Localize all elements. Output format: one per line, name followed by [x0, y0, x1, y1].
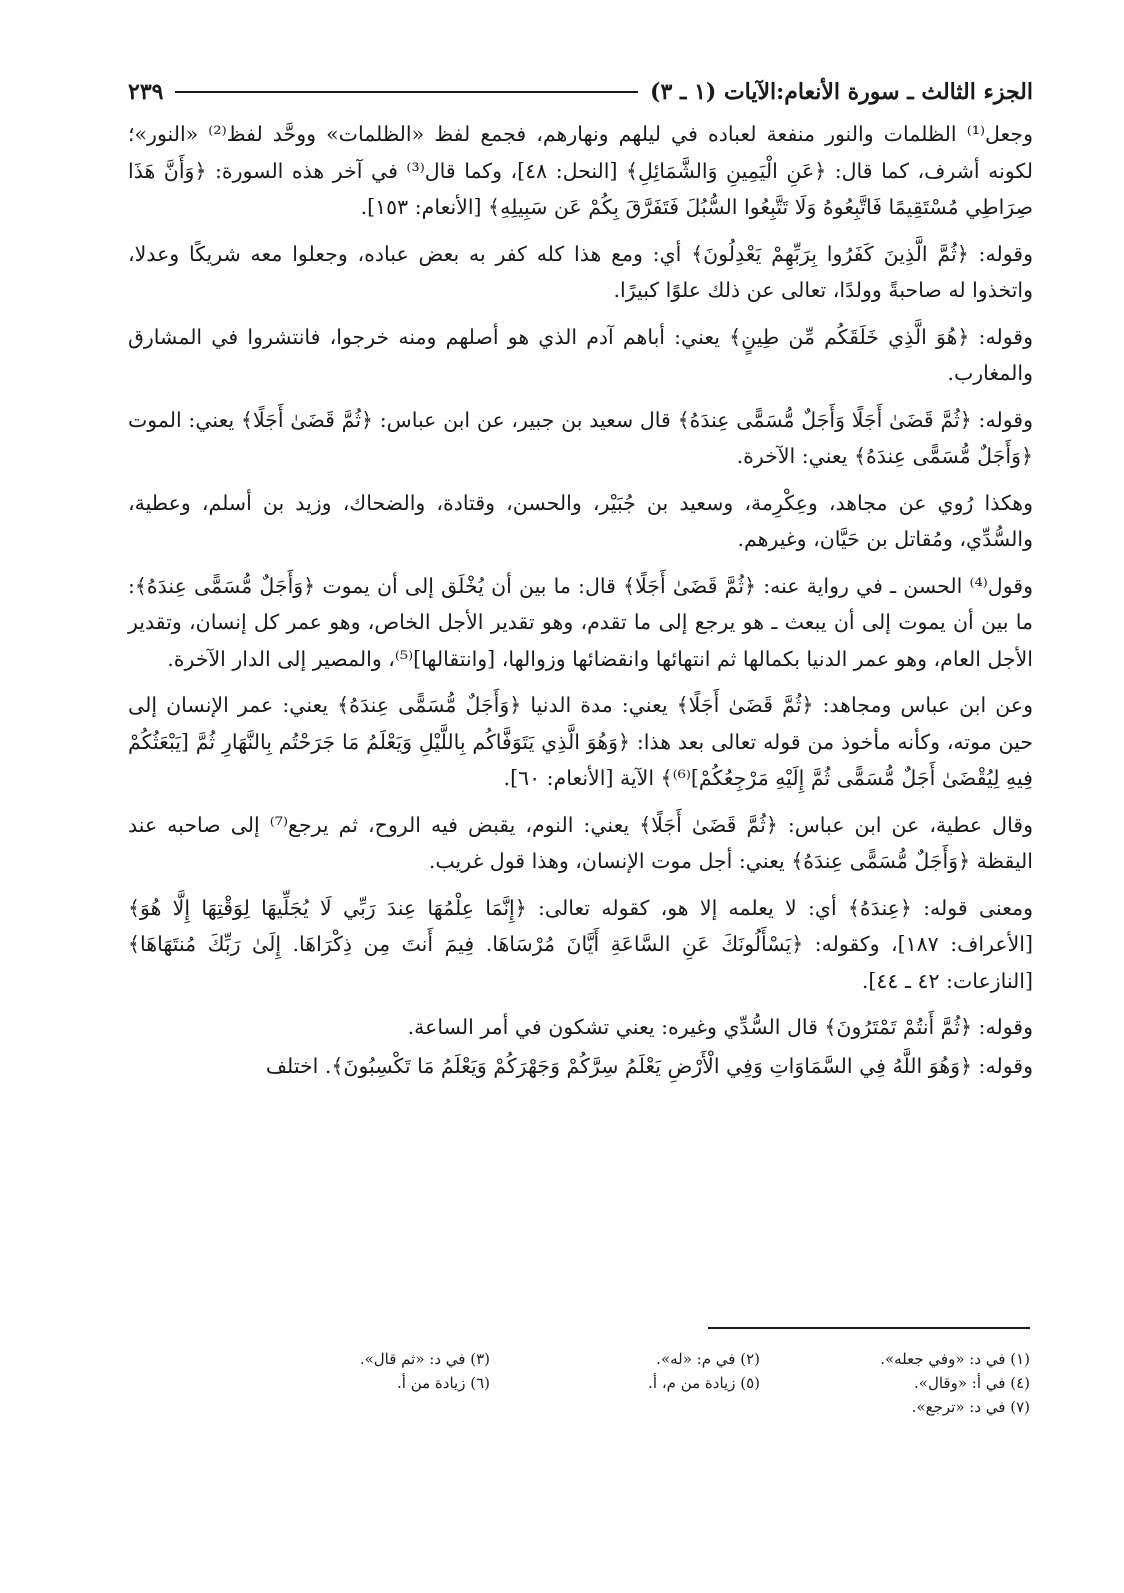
header-rule: [175, 91, 638, 93]
footnote: (٥) زيادة من م، أ.: [648, 1374, 760, 1392]
footnotes: [218, 1347, 1030, 1419]
footnote: (٣) في د: «ثم قال».: [359, 1350, 490, 1368]
paragraph: وقوله: ﴿ثُمَّ قَضَىٰ أَجَلًا وَأَجَلٌ مُّسَمًّى عِندَهُ﴾ قال سعيد بن جبير، عن ابن عباس: ﴿ثُمَّ قَضَىٰ أَجَلًا﴾ يعني: الموت ﴿وَأَجَلٌ مُّسَمًّى عِندَهُ﴾ يعني: الآخرة.: [128, 407, 1033, 468]
footnote-row: [218, 1395, 1030, 1419]
paragraph: وقوله: ﴿ثُمَّ أَنتُمْ تَمْتَرُونَ﴾ قال السُّدِّي وغيره: يعني تشكون في أمر الساعة.: [407, 1015, 1033, 1039]
paragraph: وجعل⁽¹⁾ الظلمات والنور منفعة لعباده في ليلهم ونهارهم، فجمع لفظ «الظلمات» ووحَّد لفظ⁽²⁾ «النور»؛ لكونه أشرف، كما قال: ﴿عَنِ الْيَمِينِ وَالشَّمَائِلِ﴾ [النحل: ٤٨]، وكما قال⁽³⁾ في آخر هذه السورة: ﴿وَأَنَّ هَذَا صِرَاطِي مُسْتَقِيمًا فَاتَّبِعُوهُ وَلَا تَتَّبِعُوا السُّبُلَ فَتَفَرَّقَ بِكُمْ عَن سَبِيلِهِ﴾ [الأنعام: ١٥٣].: [128, 122, 1034, 219]
paragraph: وقوله: ﴿وَهُوَ اللَّهُ فِي السَّمَاوَاتِ وَفِي الْأَرْضِ يَعْلَمُ سِرَّكُمْ وَجَهْرَكُمْ وَيَعْلَمُ مَا تَكْسِبُونَ﴾. اختلف: [265, 1053, 1033, 1078]
footnote: (٤) في أ: «وقال».: [914, 1374, 1030, 1392]
page-number: ٢٣٩: [128, 79, 164, 105]
paragraph: وهكذا رُوي عن مجاهد، وعِكْرِمة، وسعيد بن جُبَيْر، والحسن، وقتادة، والضحاك، وزيد بن أسلم، وعطية، والسُّدِّي، ومُقاتل بن حَيَّان، وغيرهم.: [128, 490, 1033, 551]
paragraph: ومعنى قوله: ﴿عِندَهُ﴾ أي: لا يعلمه إلا هو، كقوله تعالى: ﴿إِنَّمَا عِلْمُهَا عِندَ رَبِّي لَا يُجَلِّيهَا لِوَقْتِهَا إِلَّا هُوَ﴾ [الأعراف: ١٨٧]، وكقوله: ﴿يَسْأَلُونَكَ عَنِ السَّاعَةِ أَيَّانَ مُرْسَاهَا. فِيمَ أَنتَ مِن ذِكْرَاهَا. إِلَىٰ رَبِّكَ مُنتَهَاهَا﴾ [النازعات: ٤٢ ـ ٤٤].: [128, 895, 1033, 993]
footnote: (٦) زيادة من أ.: [397, 1374, 490, 1392]
footnote-rule: [708, 1327, 1030, 1329]
footnote: (٢) في م: «له».: [656, 1350, 760, 1368]
paragraph: وقول⁽⁴⁾ الحسن ـ في رواية عنه: ﴿ثُمَّ قَضَىٰ أَجَلًا﴾ قال: ما بين أن يُخْلَق إلى أن يموت ﴿وَأَجَلٌ مُّسَمًّى عِندَهُ﴾: ما بين أن يموت إلى أن يبعث ـ هو يرجع إلى ما تقدم، وهو تقدير الأجل الخاص، وهو عمر كل إنسان، وتقدير الأجل العام، وهو عمر الدنيا بكمالها ثم انتهائها وانقضائها وزوالها، [وانتقالها]⁽⁵⁾، والمصير إلى الدار الآخرة.: [128, 573, 1033, 671]
footnote-row: [218, 1347, 1030, 1371]
footnote: (١) في د: «وفي جعله».: [880, 1350, 1030, 1368]
running-title: الجزء الثالث ـ سورة الأنعام:الآيات (١ ـ ٣): [650, 79, 1033, 105]
page-body: [128, 72, 1033, 1094]
paragraph: وقوله: ﴿هُوَ الَّذِي خَلَقَكُم مِّن طِينٍ﴾ يعني: أباهم آدم الذي هو أصلهم ومنه خرجوا، فانتشروا في المشارق والمغارب.: [128, 324, 1033, 385]
footnote-row: [218, 1371, 1030, 1395]
paragraph: وعن ابن عباس ومجاهد: ﴿ثُمَّ قَضَىٰ أَجَلًا﴾ يعني: مدة الدنيا ﴿وَأَجَلٌ مُّسَمًّى عِندَهُ﴾ يعني: عمر الإنسان إلى حين موته، وكأنه مأخوذ من قوله تعالى بعد هذا: ﴿وَهُوَ الَّذِي يَتَوَفَّاكُم بِاللَّيْلِ وَيَعْلَمُ مَا جَرَحْتُم بِالنَّهَارِ ثُمَّ [يَبْعَثُكُمْ فِيهِ لِيُقْضَىٰ أَجَلٌ مُّسَمًّى ثُمَّ إِلَيْهِ مَرْجِعُكُمْ]⁽⁶⁾﴾ الآية [الأنعام: ٦٠].: [128, 693, 1033, 790]
paragraph: وقال عطية، عن ابن عباس: ﴿ثُمَّ قَضَىٰ أَجَلًا﴾ يعني: النوم، يقبض فيه الروح، ثم يرجع⁽⁷⁾ إلى صاحبه عند اليقظة ﴿وَأَجَلٌ مُّسَمًّى عِندَهُ﴾ يعني: أجل موت الإنسان، وهذا قول غريب.: [128, 812, 1034, 873]
paragraph: وقوله: ﴿ثُمَّ الَّذِينَ كَفَرُوا بِرَبِّهِمْ يَعْدِلُونَ﴾ أي: ومع هذا كله كفر به بعض عباده، وجعلوا معه شريكًا وعدلا، واتخذوا له صاحبةً وولدًا، تعالى عن ذلك علوًا كبيرًا.: [128, 241, 1033, 302]
running-header: [128, 72, 1033, 112]
footnote: (٧) في د: «ترجع».: [911, 1398, 1030, 1416]
